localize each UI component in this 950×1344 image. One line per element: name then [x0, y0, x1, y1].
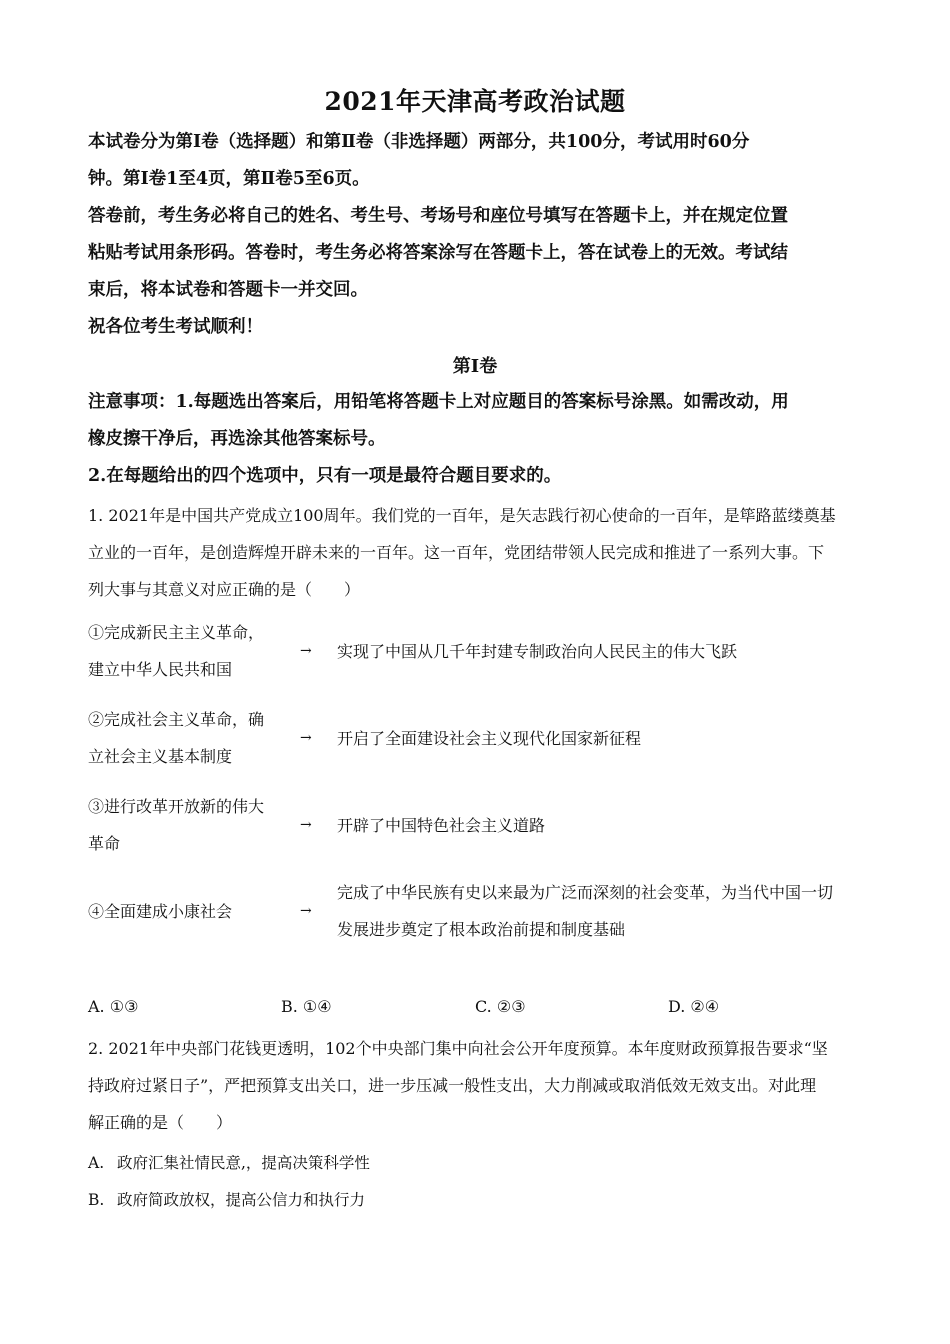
note-line: 橡皮擦干净后，再选涂其他答案标号。 [88, 429, 386, 449]
arrow-icon: → [300, 730, 312, 746]
option-c[interactable]: C. ②③ [475, 997, 526, 1016]
meaning-text: 实现了中国从几千年封建专制政治向人民民主的伟大飞跃 [337, 642, 738, 661]
instruction-line: 束后，将本试卷和答题卡一并交回。 [88, 280, 368, 300]
event-text: ③进行改革开放新的伟大 [88, 797, 265, 816]
question-2-stem [88, 1030, 868, 1141]
choice-text: 政府简政放权，提高公信力和执行力 [116, 1191, 365, 1209]
meaning-text: 发展进步奠定了根本政治前提和制度基础 [337, 920, 626, 939]
option-d[interactable]: D. ②④ [668, 997, 720, 1016]
instruction-line: 钟。第Ⅰ卷1至4页，第Ⅱ卷5至6页。 [88, 169, 370, 189]
note-line: 注意事项：1.每题选出答案后，用铅笔将答题卡上对应题目的答案标号涂黑。如需改动，用 [88, 392, 789, 412]
event-4 [88, 893, 288, 930]
event-3 [88, 788, 288, 862]
instruction-line: 本试卷分为第Ⅰ卷（选择题）和第Ⅱ卷（非选择题）两部分，共100分，考试用时60分 [88, 132, 750, 152]
event-text: 立社会主义基本制度 [88, 747, 233, 766]
event-text: ④全面建成小康社会 [88, 902, 233, 921]
stem-line: 2. 2021年中央部门花钱更透明，102个中央部门集中向社会公开年度预算。本年度财政预算报告要求“坚 [88, 1039, 828, 1058]
option-a[interactable]: A. ①③ [88, 997, 139, 1016]
meaning-text: 开辟了中国特色社会主义道路 [337, 816, 546, 835]
note-line: 2.在每题给出的四个选项中，只有一项是最符合题目要求的。 [88, 466, 562, 486]
page-title: 2021年天津高考政治试题 [324, 87, 626, 116]
meaning-1 [337, 633, 867, 670]
arrow-icon: → [300, 903, 312, 919]
event-text: 建立中华人民共和国 [88, 660, 233, 679]
notes-block [88, 384, 878, 495]
stem-line: 解正确的是（ ） [88, 1113, 233, 1132]
arrow-icon: → [300, 817, 312, 833]
choice-text: 政府汇集社情民意,，提高决策科学性 [116, 1154, 370, 1172]
instruction-line: 粘贴考试用条形码。答卷时，考生务必将答案涂写在答题卡上，答在试卷上的无效。考试结 [88, 243, 788, 263]
stem-line: 立业的一百年，是创造辉煌开辟未来的一百年。这一百年，党团结带领人民完成和推进了一系列大事。下 [88, 543, 825, 562]
event-text: ①完成新民主主义革命， [88, 623, 265, 642]
stem-line: 列大事与其意义对应正确的是（ ） [88, 580, 361, 599]
question-2-choice-b[interactable] [88, 1188, 365, 1210]
stem-line: 持政府过紧日子”，严把预算支出关口，进一步压减一般性支出，大力削减或取消低效无效支出。对此理 [88, 1076, 817, 1095]
arrow-icon: → [300, 643, 312, 659]
event-text: 革命 [88, 834, 121, 853]
instruction-line: 祝各位考生考试顺利！ [88, 317, 263, 337]
meaning-4 [337, 874, 867, 948]
instruction-line: 答卷前，考生务必将自己的姓名、考生号、考场号和座位号填写在答题卡上，并在规定位置 [88, 206, 788, 226]
meaning-3 [337, 807, 867, 844]
question-1-stem [88, 497, 868, 608]
choice-label: B. [88, 1191, 105, 1209]
stem-line: 1. 2021年是中国共产党成立100周年。我们党的一百年，是矢志践行初心使命的一百年，是筚路蓝缕奠基 [88, 506, 836, 525]
meaning-text: 完成了中华民族有史以来最为广泛而深刻的社会变革，为当代中国一切 [337, 883, 834, 902]
question-2-choice-a[interactable] [88, 1151, 370, 1173]
event-1 [88, 614, 288, 688]
event-2 [88, 701, 288, 775]
event-text: ②完成社会主义革命，确 [88, 710, 265, 729]
meaning-2 [337, 720, 867, 757]
meaning-text: 开启了全面建设社会主义现代化国家新征程 [337, 729, 642, 748]
section-heading: 第Ⅰ卷 [452, 356, 498, 377]
option-b[interactable]: B. ①④ [281, 997, 332, 1016]
choice-label: A. [88, 1154, 105, 1172]
exam-instructions [88, 124, 878, 346]
